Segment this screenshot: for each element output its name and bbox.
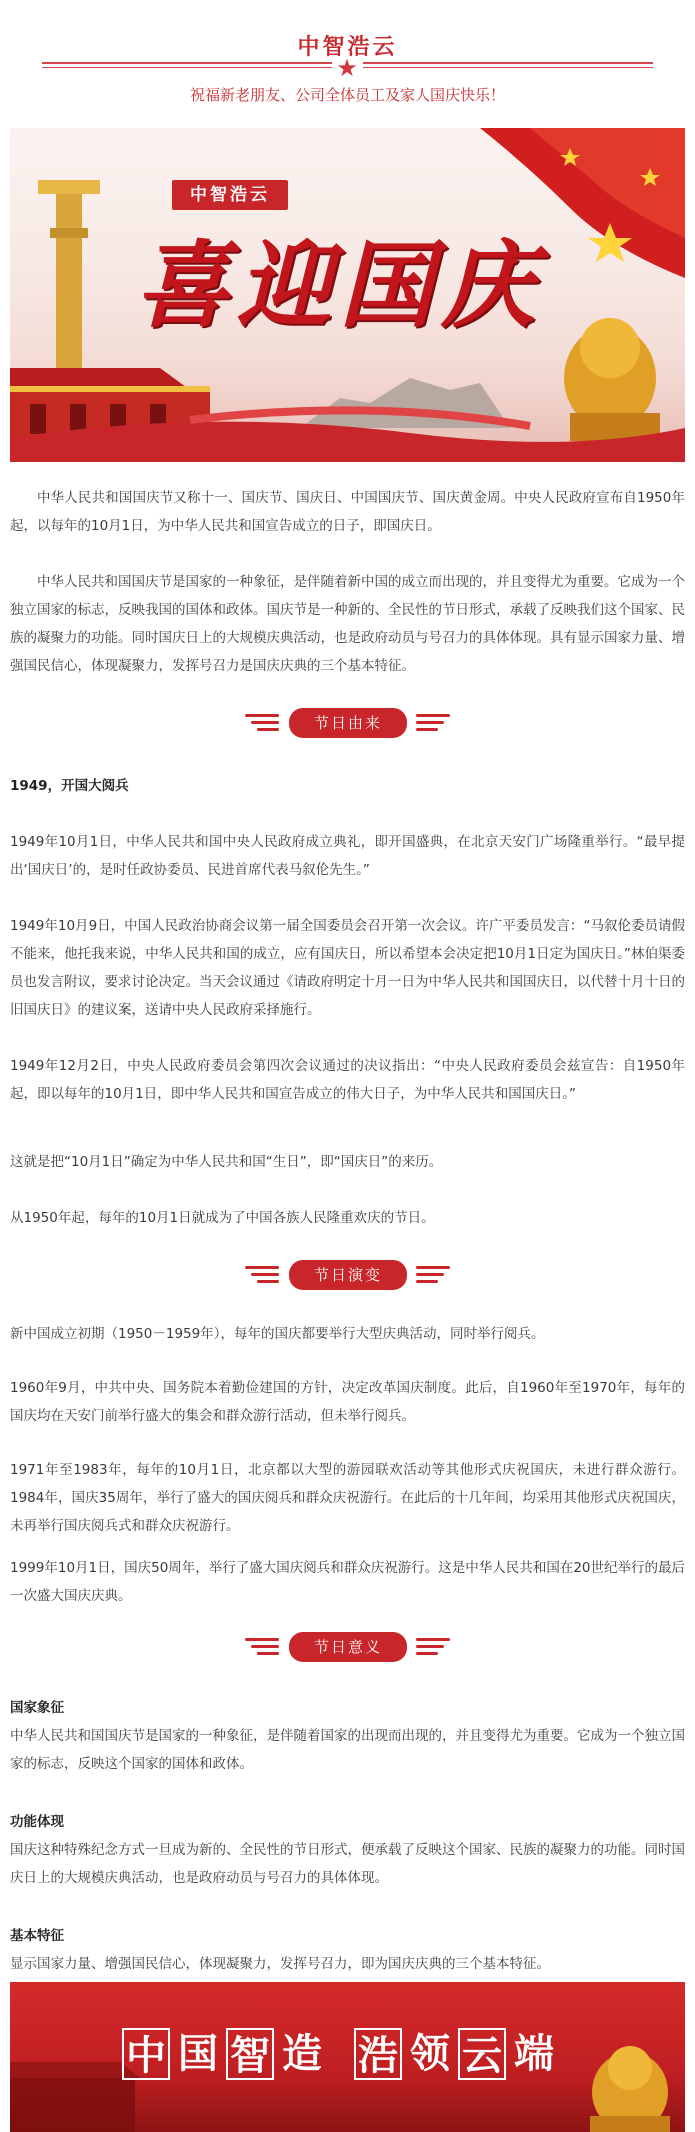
section-ornament bbox=[416, 1280, 438, 1283]
evolution-paragraph: 1971年至1983年，每年的10月1日，北京都以大型的游园联欢活动等其他形式庆祝国庆，未进行群众游行。1984年，国庆35周年，举行了盛大的国庆阅兵和群众庆祝游行。在此后的十几年间，均采用其他形式庆祝国庆，未再举行国庆阅兵式和群众庆祝游行。 bbox=[10, 1462, 685, 1534]
intro-paragraph: 中华人民共和国国庆节又称十一、国庆节、国庆日、中国国庆节、国庆黄金周。中央人民政府宣布自1950年起，以每年的10月1日，为中华人民共和国宣告成立的日子，即国庆日。 bbox=[10, 490, 685, 534]
section-ornament bbox=[416, 1266, 450, 1269]
section-header-evolution bbox=[0, 1254, 695, 1294]
footer-char: 云 bbox=[458, 2028, 506, 2080]
header-divider-left-thin bbox=[42, 67, 332, 68]
section-ornament bbox=[416, 721, 444, 724]
header-divider-left bbox=[42, 62, 332, 64]
section-ornament bbox=[245, 1266, 279, 1269]
section-title: 节日意义 bbox=[289, 1632, 407, 1662]
footer-char: 国 bbox=[178, 2031, 218, 2077]
header-divider-right-thin bbox=[363, 67, 653, 68]
section-header-meaning bbox=[0, 1626, 695, 1666]
footer-char: 中 bbox=[122, 2028, 170, 2080]
section-ornament bbox=[416, 714, 450, 717]
section-ornament bbox=[416, 1638, 450, 1641]
section-ornament bbox=[416, 1652, 438, 1655]
evolution-paragraph: 新中国成立初期（1950－1959年），每年的国庆都要举行大型庆典活动，同时举行阅兵。 bbox=[10, 1326, 545, 1342]
origin-paragraph: 从1950年起，每年的10月1日就成为了中国各族人民隆重欢庆的节日。 bbox=[10, 1210, 435, 1226]
footer-char: 领 bbox=[410, 2031, 450, 2077]
section-ornament bbox=[251, 1645, 279, 1648]
section-ornament bbox=[251, 1273, 279, 1276]
origin-paragraph: 1949年10月1日，中华人民共和国中央人民政府成立典礼，即开国盛典，在北京天安门广场隆重举行。“最早提出‘国庆日’的，是时任政协委员、民进首席代表马叙伦先生。” bbox=[10, 834, 685, 878]
footer-char: 端 bbox=[514, 2031, 554, 2077]
origin-paragraph: 这就是把“10月1日”确定为中华人民共和国“生日”，即“国庆日”的来历。 bbox=[10, 1154, 443, 1170]
brand-title: 中智浩云 bbox=[297, 35, 398, 60]
banner-title: 喜迎国庆 bbox=[135, 231, 544, 341]
section-title: 节日由来 bbox=[289, 708, 407, 738]
star-icon: ★ bbox=[336, 54, 358, 82]
section-ornament bbox=[245, 1638, 279, 1641]
greeting-text: 祝福新老朋友、公司全体员工及家人国庆快乐！ bbox=[189, 86, 505, 104]
section-title: 节日演变 bbox=[289, 1260, 407, 1290]
meaning-text: 显示国家力量、增强国民信心，体现凝聚力，发挥号召力，即为国庆庆典的三个基本特征。 bbox=[10, 1956, 550, 1972]
section-header-origin bbox=[0, 702, 695, 742]
origin-paragraph: 1949年10月9日，中国人民政治协商会议第一届全国委员会召开第一次会议。许广平委员发言：“马叙伦委员请假不能来，他托我来说，中华人民共和国的成立，应有国庆日，所以希望本会决定把10月1日定为国庆日。”林伯渠委员也发言附议，要求讨论决定。当天会议通过《请政府明定十月一日为中华人民共和国国庆日，以代替十月十日的旧国庆日》的建议案，送请中央人民政府采择施行。 bbox=[10, 918, 685, 1018]
banner-brand-tag: 中智浩云 bbox=[172, 180, 288, 210]
meaning-heading: 基本特征 bbox=[10, 1928, 64, 1944]
meaning-text: 国庆这种特殊纪念方式一旦成为新的、全民性的节日形式，便承载了反映这个国家、民族的凝聚力的功能。同时国庆日上的大规模庆典活动，也是政府动员与号召力的具体体现。 bbox=[10, 1842, 685, 1886]
section-ornament bbox=[245, 714, 279, 717]
meaning-text: 中华人民共和国国庆节是国家的一种象征，是伴随着国家的出现而出现的，并且变得尤为重要。它成为一个独立国家的标志，反映这个国家的国体和政体。 bbox=[10, 1728, 685, 1772]
section-ornament bbox=[257, 728, 279, 731]
origin-paragraph: 1949年12月2日，中央人民政府委员会第四次会议通过的决议指出：“中央人民政府委员会兹宣告：自1950年起，即以每年的10月1日，即中华人民共和国宣告成立的伟大日子，为中华人民共和国国庆日。” bbox=[10, 1058, 685, 1102]
header-divider-right bbox=[363, 62, 653, 64]
origin-subtitle: 1949，开国大阅兵 bbox=[10, 778, 129, 794]
section-ornament bbox=[251, 721, 279, 724]
section-ornament bbox=[416, 728, 438, 731]
section-ornament bbox=[416, 1273, 444, 1276]
banner-image bbox=[10, 128, 685, 462]
footer-banner bbox=[10, 1982, 685, 2132]
section-ornament bbox=[416, 1645, 444, 1648]
evolution-paragraph: 1960年9月，中共中央、国务院本着勤俭建国的方针，决定改革国庆制度。此后，自1960年至1970年，每年的国庆均在天安门前举行盛大的集会和群众游行活动，但未举行阅兵。 bbox=[10, 1380, 685, 1424]
meaning-heading: 国家象征 bbox=[10, 1700, 64, 1716]
intro-paragraph: 中华人民共和国国庆节是国家的一种象征，是伴随着新中国的成立而出现的，并且变得尤为重要。它成为一个独立国家的标志，反映我国的国体和政体。国庆节是一种新的、全民性的节日形式，承载了反映我们这个国家、民族的凝聚力的功能。同时国庆日上的大规模庆典活动，也是政府动员与号召力的具体体现。具有显示国家力量、增强国民信心，体现凝聚力，发挥号召力是国庆庆典的三个基本特征。 bbox=[10, 574, 685, 674]
footer-char: 浩 bbox=[354, 2028, 402, 2080]
meaning-heading: 功能体现 bbox=[10, 1814, 64, 1830]
section-ornament bbox=[257, 1280, 279, 1283]
footer-slogan bbox=[122, 2028, 582, 2084]
footer-char: 造 bbox=[282, 2031, 322, 2077]
footer-char: 智 bbox=[226, 2028, 274, 2080]
evolution-paragraph: 1999年10月1日，国庆50周年，举行了盛大国庆阅兵和群众庆祝游行。这是中华人民共和国在20世纪举行的最后一次盛大国庆庆典。 bbox=[10, 1560, 685, 1604]
section-ornament bbox=[257, 1652, 279, 1655]
